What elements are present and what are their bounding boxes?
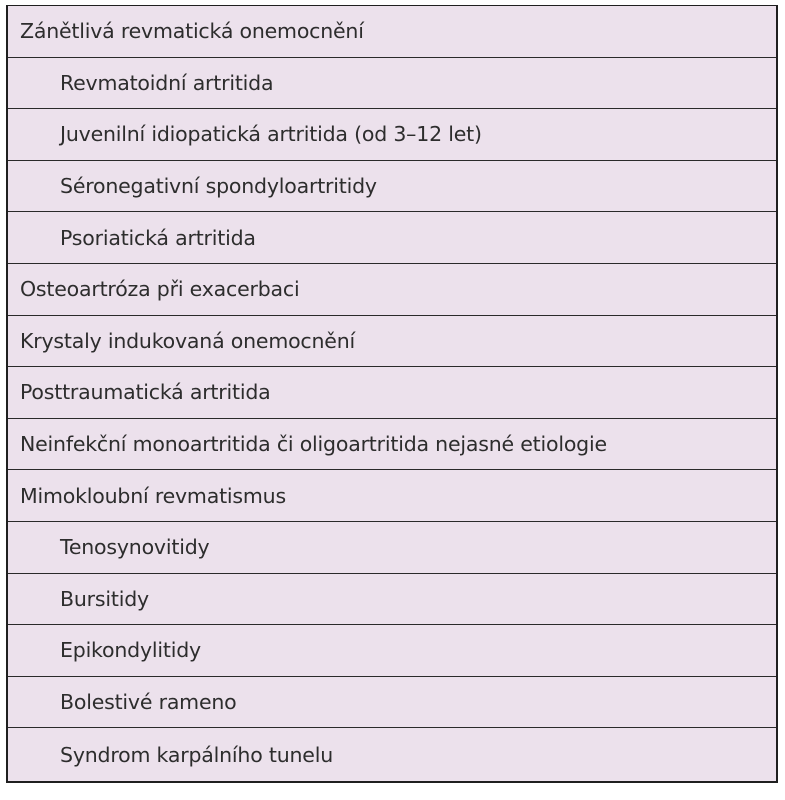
row-label: Tenosynovitidy <box>60 535 210 560</box>
table-row <box>8 367 776 419</box>
table-row <box>8 470 776 522</box>
table-row <box>8 419 776 471</box>
row-label: Séronegativní spondyloartritidy <box>60 174 377 199</box>
row-label: Bursitidy <box>60 586 149 611</box>
table-row <box>8 625 776 677</box>
row-label: Bolestivé rameno <box>60 690 237 715</box>
row-label: Psoriatická artritida <box>60 225 256 250</box>
row-label: Epikondylitidy <box>60 638 201 663</box>
row-label: Syndrom karpálního tunelu <box>60 742 333 767</box>
row-label: Krystaly indukovaná onemocnění <box>20 328 355 353</box>
row-label: Mimokloubní revmatismus <box>20 483 286 508</box>
table-row <box>8 58 776 110</box>
table-row <box>8 161 776 213</box>
table-row <box>8 109 776 161</box>
row-label: Neinfekční monoartritida či oligoartritida nejasné etiologie <box>20 432 607 457</box>
table-row <box>8 728 776 781</box>
row-label: Osteoartróza při exacerbaci <box>20 277 300 302</box>
row-label: Revmatoidní artritida <box>60 70 274 95</box>
table-row <box>8 677 776 729</box>
row-label: Posttraumatická artritida <box>20 380 271 405</box>
table-row <box>8 316 776 368</box>
table-row <box>8 522 776 574</box>
condition-table <box>6 5 778 783</box>
row-label: Juvenilní idiopatická artritida (od 3–12 let) <box>60 122 482 147</box>
table-row <box>8 6 776 58</box>
table-row <box>8 264 776 316</box>
row-label: Zánětlivá revmatická onemocnění <box>20 19 364 44</box>
table-row <box>8 574 776 626</box>
table-row <box>8 212 776 264</box>
